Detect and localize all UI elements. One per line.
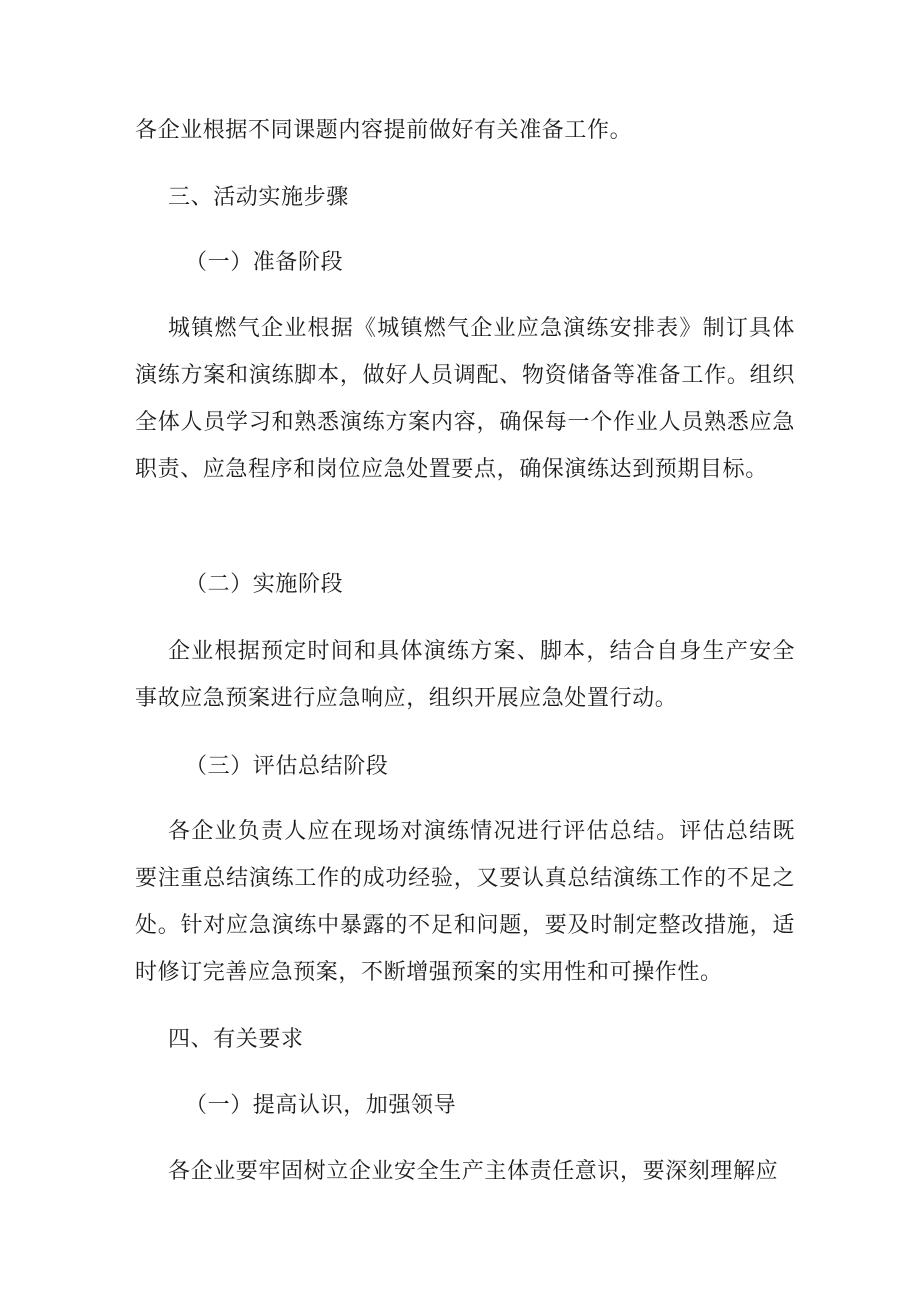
subsection-heading-evaluation: （三）评估总结阶段: [185, 754, 389, 779]
paragraph-preparation: 城镇燃气企业根据《城镇燃气企业应急演练安排表》制订具体演练方案和演练脚本，做好人员调配、物资储备等准备工作。组织全体人员学习和熟悉演练方案内容，确保每一个作业人员熟悉应急职责、应急程序和岗位应急处置要点，确保演练达到预期目标。: [135, 316, 795, 482]
subsection-heading-implementation: （二）实施阶段: [185, 572, 344, 597]
paragraph-evaluation: 各企业负责人应在现场对演练情况进行评估总结。评估总结既要注重总结演练工作的成功经验，又要认真总结演练工作的不足之处。针对应急演练中暴露的不足和问题，要及时制定整改措施，适时修订完善应急预案，不断增强预案的实用性和可操作性。: [135, 819, 795, 985]
paragraph-awareness: 各企业要牢固树立企业安全生产主体责任意识，要深刻理解应: [168, 1159, 779, 1184]
subsection-heading-awareness: （一）提高认识，加强领导: [185, 1093, 457, 1118]
subsection-heading-preparation: （一）准备阶段: [185, 250, 344, 275]
section-heading-4: 四、有关要求: [168, 1027, 304, 1052]
paragraph-implementation: 企业根据预定时间和具体演练方案、脚本，结合自身生产安全事故应急预案进行应急响应，组织开展应急处置行动。: [135, 639, 795, 711]
paragraph-continuation: 各企业根据不同课题内容提前做好有关准备工作。: [135, 118, 633, 143]
section-heading-3: 三、活动实施步骤: [168, 185, 349, 210]
